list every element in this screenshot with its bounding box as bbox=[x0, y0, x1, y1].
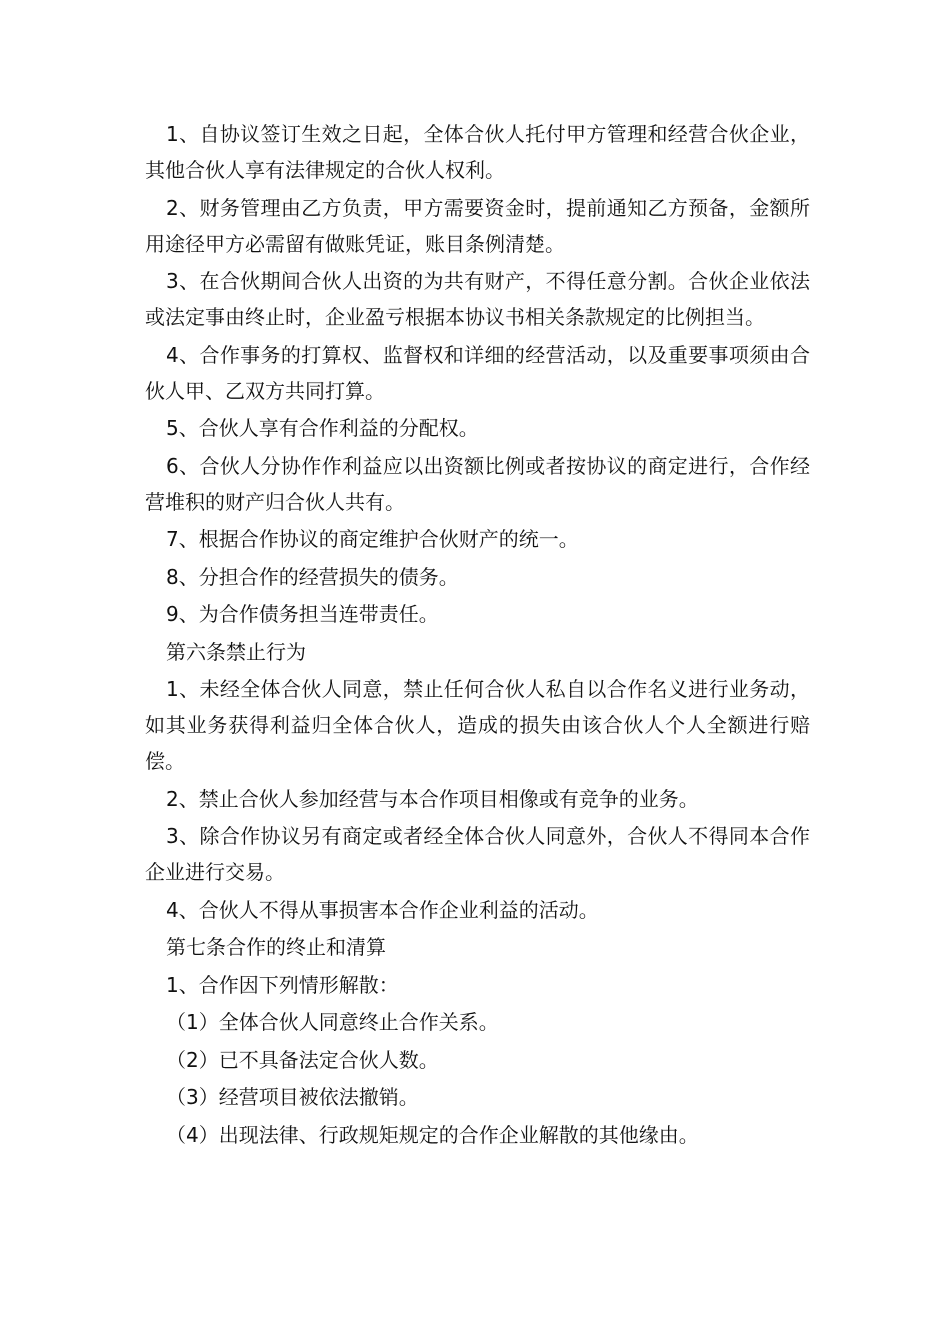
paragraph-prohibition-3: 3、除合作协议另有商定或者经全体合伙人同意外，合伙人不得同本合作企业进行交易。 bbox=[145, 824, 810, 884]
paragraph-dissolution-1: 1、合作因下列情形解散： bbox=[166, 972, 399, 997]
paragraph-duty-4: 4、合作事务的打算权、监督权和详细的经营活动，以及重要事项须由合伙人甲、乙双方共同打算。 bbox=[145, 342, 810, 403]
paragraph-prohibition-4: 4、合伙人不得从事损害本合作企业利益的活动。 bbox=[166, 897, 599, 922]
paragraph-duty-2: 2、财务管理由乙方负责，甲方需要资金时，提前通知乙方预备，金额所用途径甲方必需留有做账凭证，账目条例清楚。 bbox=[145, 195, 810, 256]
paragraph-prohibition-2: 2、禁止合伙人参加经营与本合作项目相像或有竞争的业务。 bbox=[166, 786, 699, 811]
paragraph-duty-3: 3、在合伙期间合伙人出资的为共有财产，不得任意分割。合伙企业依法或法定事由终止时，企业盈亏根据本协议书相关条款规定的比例担当。 bbox=[145, 269, 810, 329]
paragraph-dissolution-item-2: （2）已不具备法定合伙人数。 bbox=[166, 1047, 439, 1072]
paragraph-dissolution-item-3: （3）经营项目被依法撤销。 bbox=[166, 1085, 419, 1109]
paragraph-duty-6: 6、合伙人分协作作利益应以出资额比例或者按协议的商定进行，合作经营堆积的财产归合伙人共有。 bbox=[145, 453, 810, 514]
paragraph-duty-8: 8、分担合作的经营损失的债务。 bbox=[166, 564, 459, 589]
paragraph-dissolution-item-4: （4）出现法律、行政规矩规定的合作企业解散的其他缘由。 bbox=[166, 1122, 699, 1147]
paragraph-dissolution-item-1: （1）全体合伙人同意终止合作关系。 bbox=[166, 1010, 499, 1034]
paragraph-duty-7: 7、根据合作协议的商定维护合伙财产的统一。 bbox=[166, 527, 579, 551]
paragraph-duty-9: 9、为合作债务担当连带责任。 bbox=[166, 602, 439, 626]
document-body bbox=[145, 116, 810, 1153]
paragraph-duty-1: 1、自协议签订生效之日起，全体合伙人托付甲方管理和经营合伙企业，其他合伙人享有法律规定的合伙人权利。 bbox=[145, 122, 810, 182]
paragraph-duty-5: 5、合伙人享有合作利益的分配权。 bbox=[166, 416, 479, 440]
section-heading-article-7: 第七条合作的终止和清算 bbox=[166, 935, 386, 959]
paragraph-prohibition-1: 1、未经全体合伙人同意，禁止任何合伙人私自以合作名义进行业务动，如其业务获得利益归全体合伙人，造成的损失由该合伙人个人全额进行赔偿。 bbox=[145, 677, 810, 773]
section-heading-article-6: 第六条禁止行为 bbox=[166, 639, 306, 664]
